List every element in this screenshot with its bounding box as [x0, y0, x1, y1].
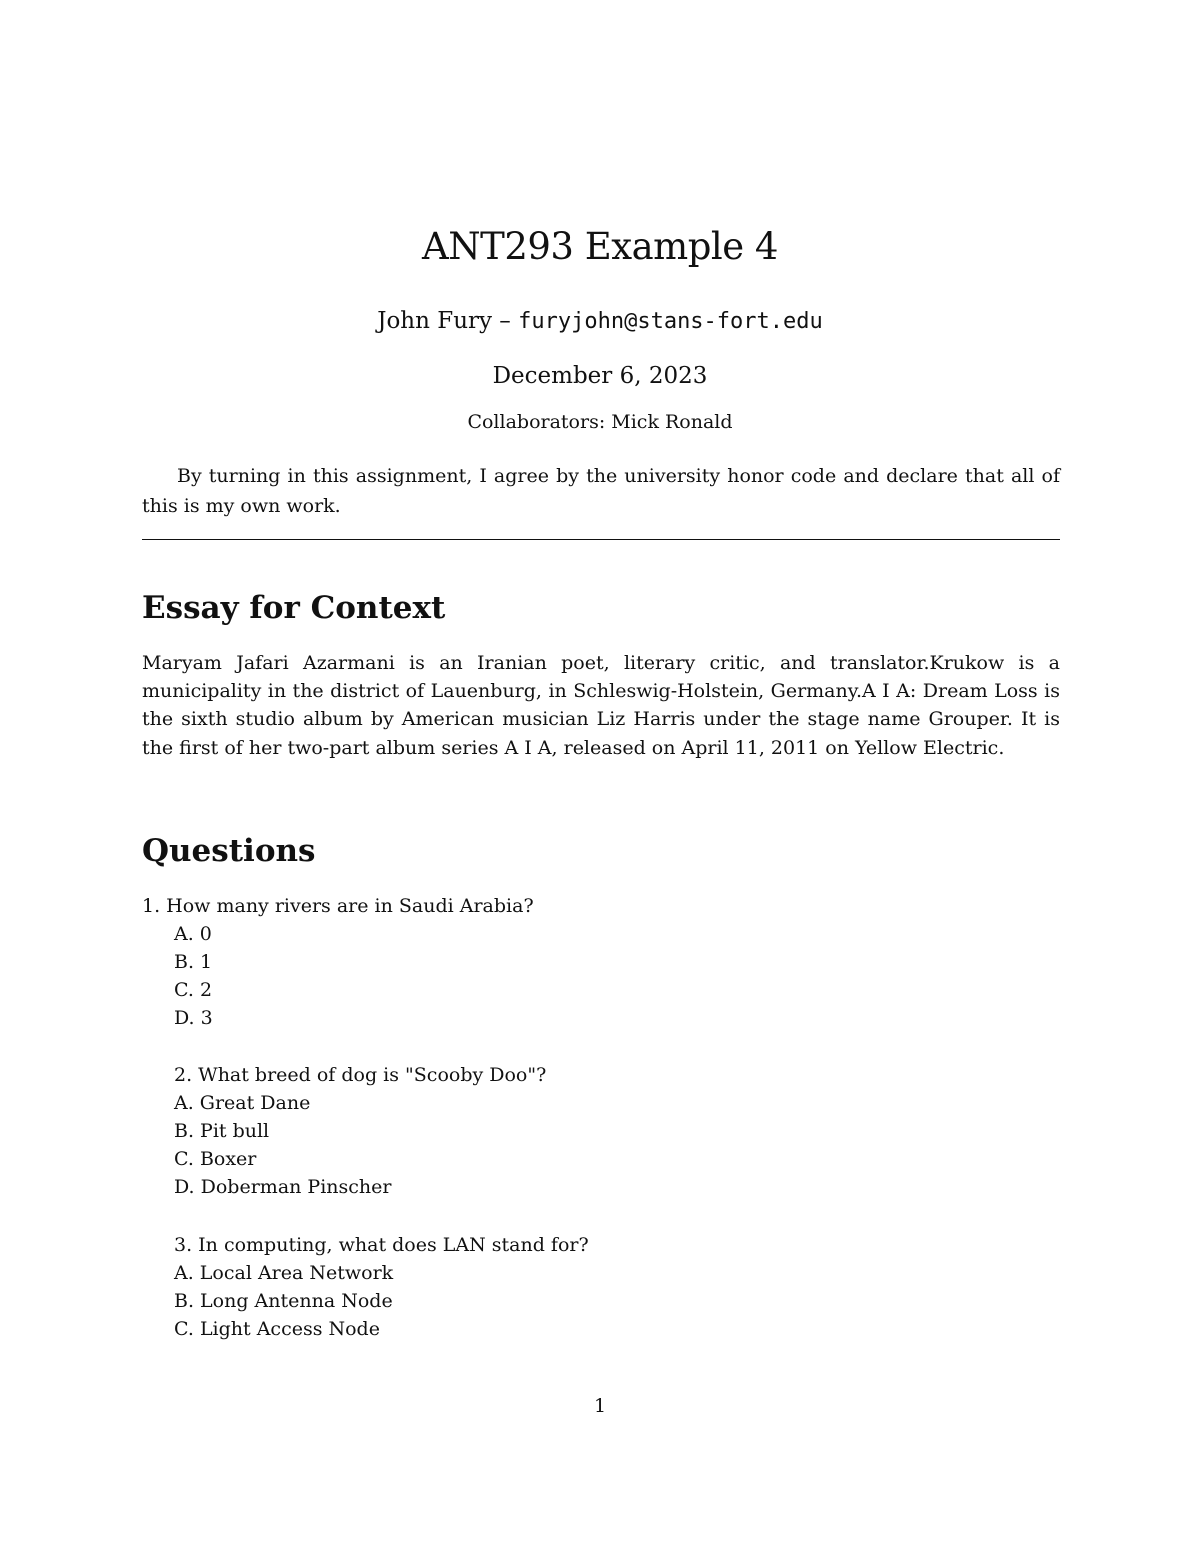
honor-statement: By turning in this assignment, I agree by the university honor code and declare that all of this is my own work.	[142, 465, 1060, 517]
question-2-option-a: A. Great Dane	[174, 1092, 311, 1114]
question-2-option-d: D. Doberman Pinscher	[174, 1176, 392, 1198]
horizontal-rule	[142, 539, 1060, 540]
author-name: John Fury	[377, 308, 492, 334]
question-1-option-d: D. 3	[174, 1007, 213, 1029]
author-line	[0, 304, 1200, 339]
collaborators: Collaborators: Mick Ronald	[467, 411, 733, 433]
question-3-option-b: B. Long Antenna Node	[174, 1290, 393, 1312]
question-3-option-c: C. Light Access Node	[174, 1318, 380, 1340]
document-title: ANT293 Example 4	[422, 225, 778, 268]
question-1-option-b: B. 1	[174, 951, 213, 973]
questions-heading: Questions	[142, 833, 316, 869]
question-1-text: 1. How many rivers are in Saudi Arabia?	[142, 895, 534, 917]
question-2-option-c: C. Boxer	[174, 1148, 257, 1170]
essay-body: Maryam Jafari Azarmani is an Iranian poet, literary critic, and translator.Krukow is a municipality in the district of Lauenburg, in Schleswig-Holstein, Germany.A I A: Dream Loss is the sixth studio album by American musician Liz Harris under the stage name Grouper. It is the first of her two-part album series A I A, released on April 11, 2011 on Yellow Electric.	[142, 652, 1060, 759]
question-2-text: 2. What breed of dog is "Scooby Doo"?	[174, 1064, 547, 1086]
author-separator: –	[492, 308, 519, 334]
question-3-option-a: A. Local Area Network	[174, 1262, 394, 1284]
question-2-option-b: B. Pit bull	[174, 1120, 270, 1142]
essay-heading: Essay for Context	[142, 590, 446, 626]
page-number: 1	[593, 1395, 607, 1417]
question-3-text: 3. In computing, what does LAN stand for?	[174, 1234, 589, 1256]
question-1-option-c: C. 2	[174, 979, 213, 1001]
question-1-option-a: A. 0	[174, 923, 212, 945]
document-date: December 6, 2023	[492, 363, 708, 389]
author-email: furyjohn@stans-fort.edu	[518, 309, 823, 334]
